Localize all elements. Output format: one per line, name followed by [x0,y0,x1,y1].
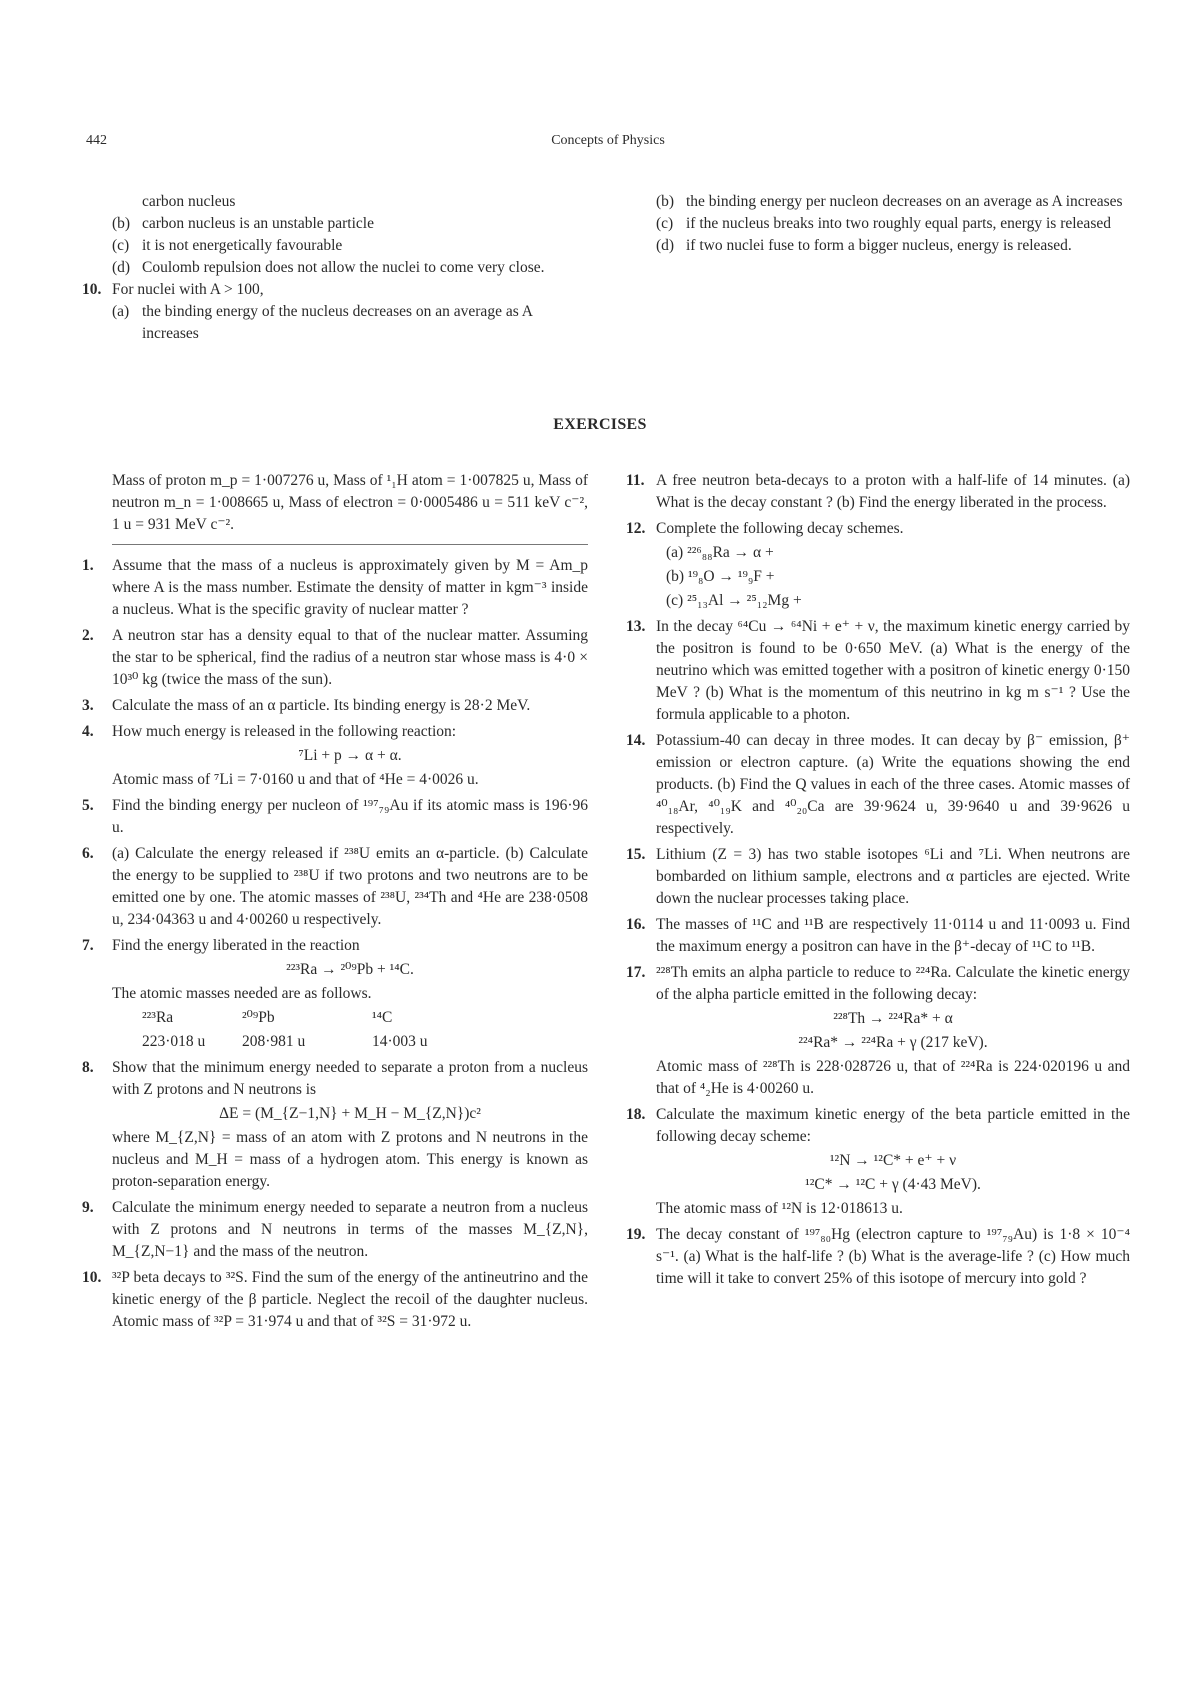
exercises-right-column [626,470,1130,1294]
option: (c) if the nucleus breaks into two roughly equal parts, energy is released [656,215,1111,232]
exercise-7: 7. Find the energy liberated in the reaction ²²³Ra → ²⁰⁹Pb + ¹⁴C. The atomic masses needed are as follows. ²²³Ra ²⁰⁹Pb ¹⁴C 223·018 u 208·981 u 14·003 u [112,935,588,1053]
decay-scheme: (a) ²²⁶₈₈Ra → α + [666,544,774,561]
exercise-17: 17. ²²⁸Th emits an alpha particle to reduce to ²²⁴Ra. Calculate the kinetic energy of the alpha particle emitted in the following decay: ²²⁸Th → ²²⁴Ra* + α ²²⁴Ra* → ²²⁴Ra + γ (217 keV). Atomic mass of ²²⁸Th is 228·028726 u, that of ²²⁴Ra is 224·020196 u and that of ⁴₂He is 4·00260 u. [626,964,1130,1097]
exercise-10: 10. ³²P beta decays to ³²S. Find the sum of the energy of the antineutrino and the kinetic energy of the β particle. Neglect the recoil of the daughter nucleus. Atomic mass of ³²P = 31·974 u and that of ³²S = 31·972 u. [82,1269,588,1330]
decay-scheme: (b) ¹⁹₈O → ¹⁹₉F + [666,568,775,585]
question-stem: For nuclei with A > 100, [112,281,264,298]
option: (b) carbon nucleus is an unstable particle [112,215,374,232]
question-number: 10. [82,281,102,298]
exercise-6: 6. (a) Calculate the energy released if ²³⁸U emits an α-particle. (b) Calculate the energy to be supplied to ²³⁸U if two protons and two neutrons are to be emitted one by one. The atomic masses of ²³⁸U, ²³⁴Th and ⁴He are 238·0508 u, 234·04363 u and 4·00260 u respectively. [82,845,588,928]
exercise-2: 2. A neutron star has a density equal to that of the nuclear matter. Assuming the star to be spherical, find the radius of a neutron star whose mass is 4·0 × 10³⁰ kg (twice the mass of the sun). [82,627,588,688]
option: (b) the binding energy per nucleon decreases on an average as A increases [656,193,1123,210]
exercise-1: 1. Assume that the mass of a nucleus is approximately given by M = Am_p where A is the mass number. Estimate the density of matter in kgm⁻³ inside a nucleus. What is the specific gravity of nuclear matter ? [82,557,588,618]
exercise-12: 12. Complete the following decay schemes. (a) ²²⁶₈₈Ra → α + (b) ¹⁹₈O → ¹⁹₉F + (c) ²⁵₁₃Al → ²⁵₁₂Mg + [656,518,1130,612]
page-header [86,130,1130,150]
exercise-8: 8. Show that the minimum energy needed to separate a proton from a nucleus with Z protons and N neutrons is ΔE = (M_{Z−1,N} + M_H − M_{Z,N})c² where M_{Z,N} = mass of an atom with Z protons and N neutrons in the nucleus and M_H = mass of a hydrogen atom. This energy is known as proton-separation energy. [82,1059,588,1190]
option: (c) it is not energetically favourable [112,237,343,254]
exercise-3: 3. Calculate the mass of an α particle. Its binding energy is 28·2 MeV. [82,697,531,714]
equation: ⁷Li + p → α + α. [298,747,402,764]
exercises-left-column [82,470,588,1337]
option: (d) if two nuclei fuse to form a bigger nucleus, energy is released. [656,237,1072,254]
option: (a) the binding energy of the nucleus decreases on an average as A increases [112,303,533,342]
exercise-19: 19. The decay constant of ¹⁹⁷₈₀Hg (electron capture to ¹⁹⁷₇₉Au) is 1·8 × 10⁻⁴ s⁻¹. (a) What is the half-life ? (b) What is the average-life ? (c) How much time will it take to convert 25% of this isotope of mercury into gold ? [626,1226,1130,1287]
exercise-18: 18. Calculate the maximum kinetic energy of the beta particle emitted in the following decay scheme: ¹²N → ¹²C* + e⁺ + ν ¹²C* → ¹²C + γ (4·43 MeV). The atomic mass of ¹²N is 12·018613 u. [626,1106,1130,1217]
exercise-5: 5. Find the binding energy per nucleon of ¹⁹⁷₇₉Au if its atomic mass is 196·96 u. [82,797,588,836]
equation: ²²⁴Ra* → ²²⁴Ra + γ (217 keV). [798,1034,988,1051]
page-number: 442 [86,133,107,148]
objective-continuation-left [82,191,588,345]
physical-constants: Mass of proton m_p = 1·007276 u, Mass of ¹₁H atom = 1·007825 u, Mass of neutron m_n = 1·008665 u, Mass of electron = 0·0005486 u = 511 keV c⁻², 1 u = 931 MeV c⁻². [112,472,588,533]
exercise-11: 11. A free neutron beta-decays to a proton with a half-life of 14 minutes. (a) What is the decay constant ? (b) Find the energy liberated in the process. [626,472,1130,511]
divider [112,544,588,545]
objective-continuation-right [656,191,1130,257]
exercise-4: 4. How much energy is released in the following reaction: ⁷Li + p → α + α. Atomic mass of ⁷Li = 7·0160 u and that of ⁴He = 4·0026 u. [112,721,588,791]
option: (d) Coulomb repulsion does not allow the nuclei to come very close. [112,259,545,276]
decay-scheme: (c) ²⁵₁₃Al → ²⁵₁₂Mg + [666,592,802,609]
exercise-16: 16. The masses of ¹¹C and ¹¹B are respectively 11·0114 u and 11·0093 u. Find the maximum energy a positron can have in the β⁺-decay of ¹¹C to ¹¹B. [626,916,1130,955]
option-continuation: carbon nucleus [142,193,236,210]
equation: ²²⁸Th → ²²⁴Ra* + α [833,1010,953,1027]
objective-question-10 [82,279,588,345]
equation: ¹²C* → ¹²C + γ (4·43 MeV). [805,1176,981,1193]
exercise-9: 9. Calculate the minimum energy needed to separate a neutron from a nucleus with Z protons and N neutrons in terms of the masses M_{Z,N}, M_{Z,N−1} and the mass of the neutron. [82,1199,588,1260]
exercise-14: 14. Potassium-40 can decay in three modes. It can decay by β⁻ emission, β⁺ emission or electron capture. (a) Write the equations showing the end products. (b) Find the Q values in each of the three cases. Atomic masses of ⁴⁰₁₈Ar, ⁴⁰₁₉K and ⁴⁰₂₀Ca are 39·9624 u, 39·9640 u and 39·9626 u respectively. [626,732,1130,837]
exercise-15: 15. Lithium (Z = 3) has two stable isotopes ⁶Li and ⁷Li. When neutrons are bombarded on lithium sample, electrons and α particles are ejected. Write down the nuclear processes taking place. [626,846,1130,907]
section-title-exercises: EXERCISES [553,416,647,433]
running-title: Concepts of Physics [551,133,665,148]
mass-table-values: 223·018 u 208·981 u 14·003 u [142,1033,428,1050]
mass-table-header: ²²³Ra ²⁰⁹Pb ¹⁴C [142,1009,393,1026]
equation: ΔE = (M_{Z−1,N} + M_H − M_{Z,N})c² [219,1105,481,1122]
exercise-13: 13. In the decay ⁶⁴Cu → ⁶⁴Ni + e⁺ + ν, the maximum kinetic energy carried by the positron is found to be 0·650 MeV. (a) What is the energy of the neutrino which was emitted together with a positron of kinetic energy 0·150 MeV ? (b) What is the momentum of this neutrino in kg m s⁻¹ ? Use the formula applicable to a photon. [626,618,1130,723]
equation: ¹²N → ¹²C* + e⁺ + ν [829,1152,957,1169]
equation: ²²³Ra → ²⁰⁹Pb + ¹⁴C. [286,961,414,978]
